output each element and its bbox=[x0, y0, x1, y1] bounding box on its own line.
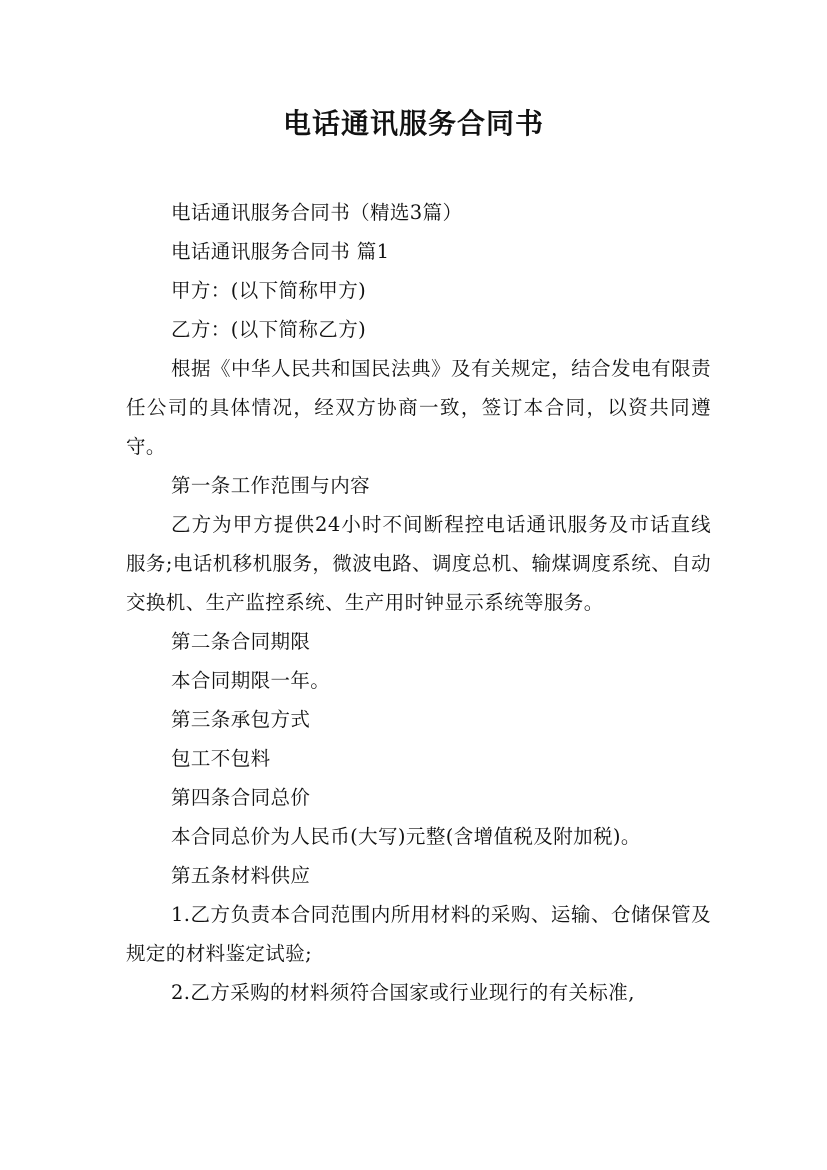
article-2-heading: 第二条合同期限 bbox=[171, 630, 311, 653]
article-1-body: 乙方为甲方提供24小时不间断程控电话通讯服务及市话直线服务;电话机移机服务，微波电路、调度总机、输煤调度系统、自动交换机、生产监控系统、生产用时钟显示系统等服务。 bbox=[126, 513, 711, 614]
paragraph-party-a: 甲方：(以下简称甲方) bbox=[171, 279, 367, 302]
article-5-item-1: 1.乙方负责本合同范围内所用材料的采购、运输、仓储保管及规定的材料鉴定试验; bbox=[126, 903, 711, 965]
article-1-heading: 第一条工作范围与内容 bbox=[171, 474, 371, 497]
paragraph-part-heading: 电话通讯服务合同书 篇1 bbox=[171, 240, 390, 263]
article-3-heading: 第三条承包方式 bbox=[171, 708, 311, 731]
paragraph-party-b: 乙方：(以下简称乙方) bbox=[171, 318, 367, 341]
article-5-item-2: 2.乙方采购的材料须符合国家或行业现行的有关标准, bbox=[171, 981, 635, 1004]
paragraph-subtitle: 电话通讯服务合同书（精选3篇） bbox=[171, 201, 463, 224]
paragraph-preamble: 根据《中华人民共和国民法典》及有关规定，结合发电有限责任公司的具体情况，经双方协商一致，签订本合同，以资共同遵守。 bbox=[126, 357, 711, 458]
article-3-body: 包工不包料 bbox=[171, 747, 271, 770]
document-title: 电话通讯服务合同书 bbox=[282, 107, 544, 140]
document-body bbox=[126, 193, 711, 1012]
article-5-heading: 第五条材料供应 bbox=[171, 864, 311, 887]
article-2-body: 本合同期限一年。 bbox=[171, 669, 331, 692]
article-4-body: 本合同总价为人民币(大写)元整(含增值税及附加税)。 bbox=[171, 825, 641, 848]
article-4-heading: 第四条合同总价 bbox=[171, 786, 311, 809]
